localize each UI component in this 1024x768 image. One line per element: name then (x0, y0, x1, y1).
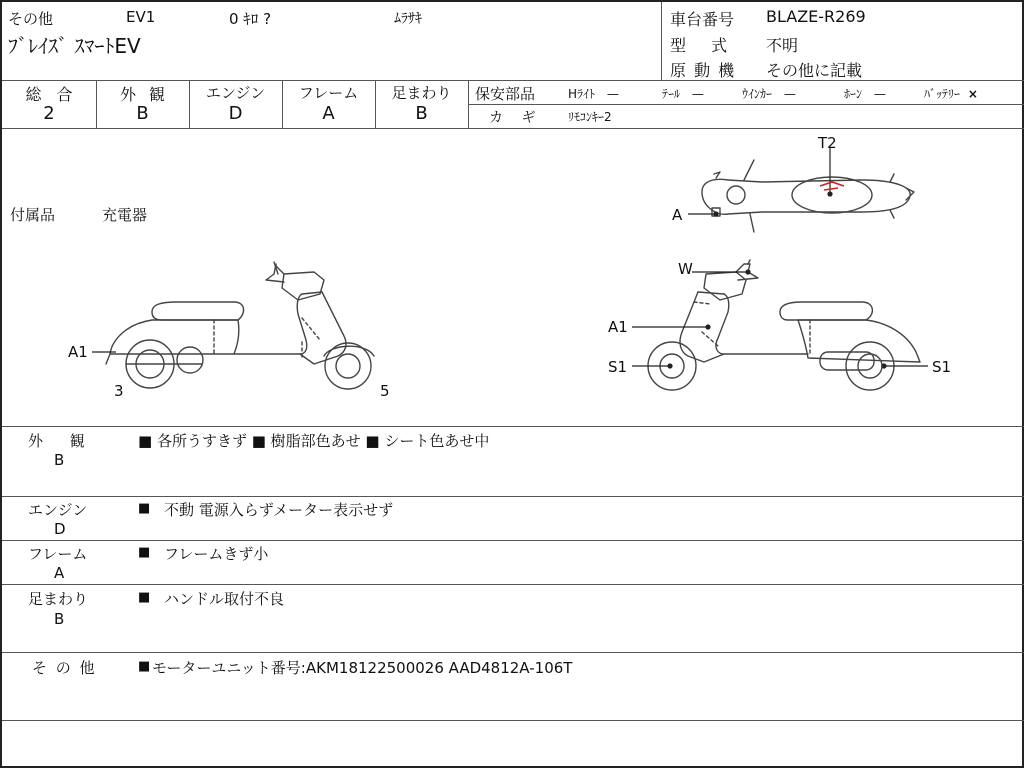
mark-s1-rear: S1 (932, 358, 952, 376)
grade-label-exterior: 外 観 (119, 85, 166, 104)
safety-item-status: × (967, 87, 978, 101)
safety-item-name: ｳｲﾝｶｰ (742, 87, 773, 101)
note-label-engine: エンジン (28, 501, 88, 519)
mark-s1-front: S1 (608, 358, 628, 376)
safety-item-status: — (606, 87, 619, 101)
rule (2, 540, 1024, 541)
scooter-damage-diagram (2, 130, 1022, 426)
key-value: ﾘﾓｺﾝｷｰ2 (568, 110, 612, 124)
scooter-right-side-view (648, 260, 920, 390)
grade-value-engine: D (228, 103, 243, 124)
damage-mark-red (820, 182, 844, 190)
safety-item-status: — (873, 87, 886, 101)
mileage: 0 ｷﾛ ? (229, 10, 272, 28)
rule (2, 652, 1024, 653)
rule (2, 128, 1024, 129)
mark-a-top: A (672, 206, 683, 224)
model-title: ﾌﾞﾚｲｽﾞ ｽﾏｰﾄEV (8, 34, 141, 58)
note-grade-suspension: B (54, 610, 65, 628)
note-bullet-frame: ■ (138, 545, 151, 560)
grade-value-overall: 2 (43, 103, 55, 124)
mark-3: 3 (114, 382, 124, 400)
grade-value-suspension: B (415, 103, 428, 124)
safety-winker (742, 85, 796, 102)
note-text-other: モーターユニット番号:AKM18122500026 AAD4812A-106T (152, 659, 573, 677)
accessories-value: 充電器 (102, 206, 148, 224)
safety-item-status: — (783, 87, 796, 101)
scooter-top-view (702, 160, 914, 232)
type-label: 型 式 (670, 36, 728, 55)
safety-item-name: Hﾗｲﾄ (568, 87, 596, 101)
note-text-frame: フレームきず小 (164, 545, 269, 563)
note-text-engine: 不動 電源入らずメーター表示せず (164, 501, 394, 519)
note-grade-frame: A (54, 564, 65, 582)
grade-value-frame: A (322, 103, 335, 124)
rule (468, 104, 1024, 105)
note-label-frame: フレーム (28, 545, 88, 563)
rule (2, 584, 1024, 585)
safety-item-name: ﾊﾞｯﾃﾘｰ (924, 87, 961, 101)
frame-no-label: 車台番号 (670, 10, 735, 29)
note-label-other: そ の 他 (32, 659, 95, 677)
mark-t2: T2 (818, 134, 837, 152)
note-bullet-other: ■ (138, 659, 151, 674)
note-text-exterior: ■ 各所うすきず ■ 樹脂部色あせ ■ シート色あせ中 (138, 432, 490, 450)
rule (2, 426, 1024, 427)
note-bullet-engine: ■ (138, 501, 151, 516)
note-text-suspension: ハンドル取付不良 (164, 590, 285, 608)
engine-label: 原 動 機 (670, 61, 735, 80)
safety-item-name: ﾎｰﾝ (844, 87, 863, 101)
safety-label: 保安部品 (475, 85, 536, 103)
header-divider (661, 2, 662, 80)
other-label: その他 (8, 10, 54, 28)
grade-label-suspension: 足まわり (391, 84, 452, 102)
frame-no-value: BLAZE-R269 (766, 7, 866, 26)
mark-a1-left: A1 (68, 343, 88, 361)
model-code: EV1 (126, 8, 156, 26)
grade-label-overall: 総 合 (25, 85, 73, 104)
grade-value-exterior: B (136, 103, 149, 124)
key-label: カ ギ (489, 110, 536, 126)
color-value: ﾑﾗｻｷ (394, 11, 422, 27)
accessories-label: 付属品 (10, 206, 56, 224)
safety-item-status: — (691, 87, 704, 101)
safety-horn (844, 85, 886, 102)
mark-a1-right: A1 (608, 318, 628, 336)
engine-value: その他に記載 (766, 61, 863, 80)
grade-label-frame: フレーム (298, 84, 359, 102)
note-grade-engine: D (54, 520, 66, 538)
note-grade-exterior: B (54, 451, 65, 469)
mark-5: 5 (380, 382, 390, 400)
grade-label-engine: エンジン (205, 84, 266, 102)
mark-w: W (678, 260, 693, 278)
note-label-exterior: 外 観 (28, 432, 85, 450)
type-value: 不明 (766, 36, 799, 55)
safety-headlight (568, 85, 619, 102)
safety-taillight (662, 85, 704, 102)
rule (2, 80, 1024, 81)
rule (2, 720, 1024, 721)
scooter-left-side-view (106, 262, 374, 389)
note-bullet-suspension: ■ (138, 590, 151, 605)
safety-battery (924, 85, 978, 102)
rule (2, 496, 1024, 497)
safety-item-name: ﾃｰﾙ (662, 87, 681, 101)
note-label-suspension: 足まわり (28, 590, 89, 608)
